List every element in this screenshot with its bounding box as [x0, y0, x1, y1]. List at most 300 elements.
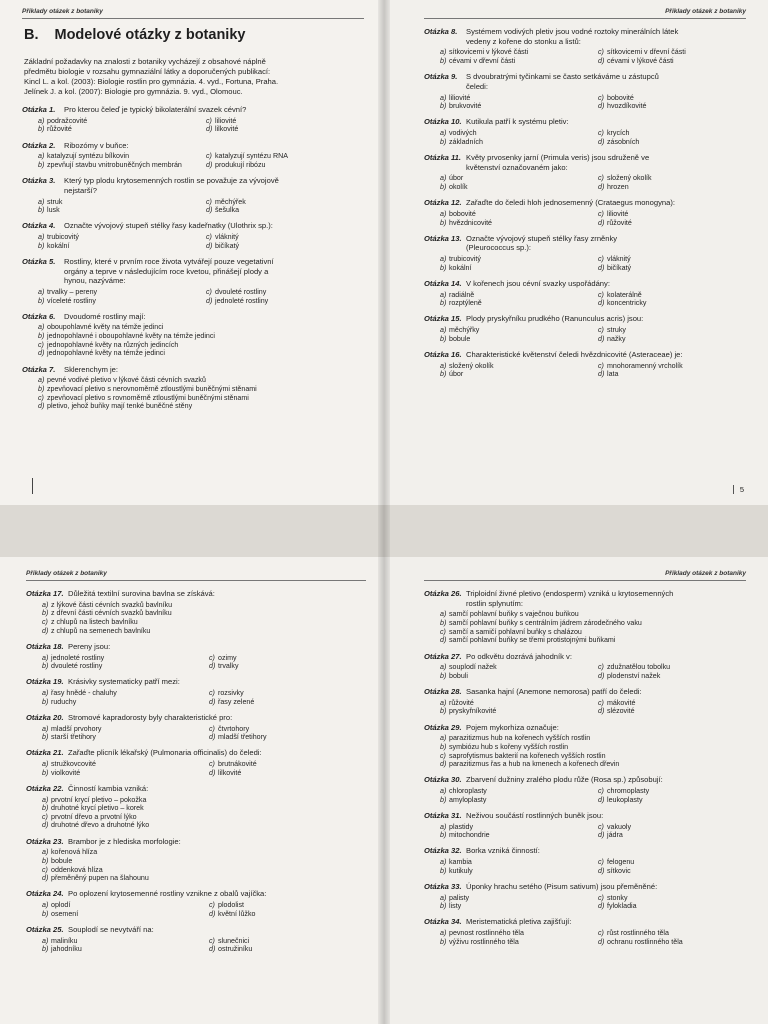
question-line [22, 105, 364, 115]
option-text: oddenková hlíza [51, 865, 103, 874]
option-letter: d) [598, 902, 605, 911]
option-text: trubicovitý [47, 233, 79, 241]
question-label: Otázka 28. [424, 687, 462, 696]
answer-option [206, 233, 364, 242]
question-text-line: Plody pryskyřníku prudkého (Ranunculus acris) jsou: [466, 314, 644, 324]
question-block [26, 925, 366, 954]
question-text [466, 153, 746, 172]
option-letter: d) [209, 697, 216, 706]
question-text-line: Dvoudomé rostliny mají: [64, 311, 146, 321]
answer-option [440, 264, 588, 273]
option-text: souplodí nažek [449, 663, 497, 672]
question-line [22, 365, 364, 375]
answer-option [598, 94, 746, 103]
option-letter: b) [38, 384, 45, 393]
answer-option [440, 902, 588, 911]
option-text: rozptýleně [449, 299, 482, 308]
option-text: bobule [449, 334, 471, 343]
question-label: Otázka 8. [424, 27, 458, 36]
answer-option [598, 831, 746, 840]
option-text: bobuli [449, 671, 468, 680]
question-text-line: Meristematická pletiva zajišťují: [466, 917, 572, 927]
answer-option [38, 152, 196, 161]
option-text: mákovité [607, 698, 636, 707]
option-text: mladší prvohory [51, 724, 102, 733]
answer-option [440, 370, 588, 379]
option-text: z lýkové části cévních svazků bavlníku [51, 600, 173, 609]
option-letter: d) [598, 334, 605, 343]
option-letter: b) [42, 609, 49, 618]
answer-options [424, 210, 746, 227]
option-letter: d) [598, 795, 605, 804]
question-line [26, 713, 366, 723]
option-text: bičíkatý [215, 241, 240, 250]
answer-option [38, 297, 196, 306]
answer-option [42, 733, 199, 742]
option-letter: c) [209, 760, 215, 768]
option-text: samčí pohlavní buňky s centrálním jádrem zárodečného vaku [449, 619, 642, 628]
question-text-line: Pro kterou čeleď je typický bikolaterální svazek cévní? [64, 105, 247, 115]
option-text: kolaterálně [607, 290, 642, 299]
option-letter: a) [42, 724, 49, 733]
answer-options [22, 117, 364, 134]
section-letter: B. [24, 27, 39, 43]
question-text [64, 105, 364, 115]
answer-option [38, 288, 196, 297]
question-line [22, 257, 364, 286]
answer-option [440, 628, 746, 637]
option-letter: c) [598, 290, 604, 299]
answer-option [209, 901, 366, 910]
answer-option [440, 210, 588, 219]
option-letter: d) [598, 299, 605, 308]
question-label: Otázka 18. [26, 641, 64, 651]
question-block [22, 312, 364, 358]
option-text: koncentricky [607, 299, 647, 308]
option-letter: a) [440, 209, 447, 218]
option-letter: b) [42, 768, 49, 777]
answer-option [598, 219, 746, 228]
question-text [466, 279, 746, 289]
question-line [26, 677, 366, 687]
option-letter: a) [38, 376, 45, 385]
option-letter: b) [440, 183, 447, 192]
answer-option [598, 174, 746, 183]
answer-option [598, 291, 746, 300]
option-text: sítkovicemi v lýkové části [449, 48, 529, 57]
question-line [424, 153, 746, 172]
option-letter: a) [440, 787, 447, 795]
question-label: Otázka 27. [424, 651, 462, 661]
answer-option [440, 138, 588, 147]
question-label: Otázka 10. [424, 117, 462, 127]
option-text: řasy zelené [218, 697, 255, 706]
option-text: bobule [51, 856, 73, 865]
question-text-line: Úponky hrachu setého (Pisum sativum) jsou přeměněné: [466, 881, 658, 891]
answer-option [42, 910, 199, 919]
option-text: kambia [449, 858, 472, 866]
answer-option [206, 161, 364, 170]
question-text [466, 234, 746, 253]
question-label: Otázka 9. [424, 72, 458, 82]
page-bottom-right [384, 512, 768, 1024]
option-letter: b) [440, 218, 447, 227]
option-letter: b) [440, 137, 447, 146]
option-letter: b) [440, 902, 447, 911]
option-letter: b) [38, 241, 45, 250]
answer-option [598, 699, 746, 708]
section-title-text: Modelové otázky z botaniky [54, 27, 246, 43]
answer-option [598, 929, 746, 938]
option-text: slunečnici [218, 936, 250, 945]
option-letter: c) [42, 865, 48, 874]
option-text: struky [607, 326, 626, 335]
option-text: slézovité [607, 707, 635, 716]
answer-option [440, 94, 588, 103]
option-text: jednoleté rostliny [51, 653, 105, 662]
option-text: složený okolík [607, 174, 652, 183]
page-bottom-left [0, 512, 384, 1024]
question-block [22, 365, 364, 411]
question-text-line: Charakteristické květenství čeledi hvězdnicovité (Asteraceae) je: [466, 349, 683, 359]
answer-option [206, 206, 364, 215]
question-text [466, 811, 746, 821]
option-text: vláknitý [607, 255, 631, 264]
option-letter: d) [206, 125, 213, 134]
question-text [466, 198, 746, 208]
question-text-line: Neživou součástí rostlinných buněk jsou: [466, 810, 604, 820]
answer-option [206, 288, 364, 297]
question-block [424, 153, 746, 192]
option-letter: b) [440, 707, 447, 716]
option-letter: b) [440, 742, 447, 751]
option-letter: d) [598, 370, 605, 379]
question-label: Otázka 33. [424, 881, 462, 891]
question-block [424, 652, 746, 681]
answer-options [424, 326, 746, 343]
answer-option [440, 858, 588, 867]
question-block [26, 784, 366, 830]
option-text: zpevňovací pletivo s rovnoměrně ztloustlými buněčnými stěnami [47, 393, 249, 402]
option-letter: a) [42, 760, 49, 768]
option-letter: b) [440, 937, 447, 946]
option-text: lilkovité [215, 125, 239, 134]
option-letter: b) [440, 866, 447, 875]
option-text: starší třetihory [51, 733, 96, 742]
question-text [64, 312, 364, 322]
running-header [26, 570, 366, 581]
answer-option [209, 769, 366, 778]
option-text: dvouleté rostliny [51, 662, 103, 671]
option-text: palisty [449, 893, 470, 902]
option-text: hvězdnicovité [449, 218, 492, 227]
question-line [424, 775, 746, 785]
answer-option [598, 335, 746, 344]
option-letter: a) [42, 795, 49, 804]
answer-option [42, 848, 366, 857]
option-letter: a) [440, 361, 447, 370]
answer-options [424, 174, 746, 191]
answer-option [38, 242, 196, 251]
option-letter: d) [42, 821, 49, 830]
answer-options [26, 725, 366, 742]
question-text-line: Souplodí se nevytváří na: [68, 924, 154, 934]
option-text: bobovité [607, 93, 634, 102]
option-letter: c) [209, 689, 215, 697]
answer-option [209, 760, 366, 769]
answer-options [424, 858, 746, 875]
question-text-line: květenství označovaném jako: [466, 162, 568, 172]
option-letter: a) [440, 663, 447, 672]
question-text [466, 687, 746, 697]
option-letter: b) [440, 619, 447, 628]
question-line [424, 117, 746, 127]
option-text: zdužnatělou tobolku [607, 663, 671, 672]
option-text: podražcovité [47, 116, 88, 125]
question-block [424, 687, 746, 716]
option-text: rozsivky [218, 689, 244, 697]
option-letter: d) [598, 183, 605, 192]
question-list [424, 27, 746, 379]
question-text-line: Zbarvení dužniny zralého plodu růže (Rosa sp.) způsobují: [466, 775, 663, 785]
answer-option [440, 734, 746, 743]
question-line [424, 234, 746, 253]
question-line [26, 925, 366, 935]
option-letter: d) [598, 263, 605, 272]
question-text [466, 589, 746, 608]
option-text: kutikuly [449, 866, 473, 875]
question-label: Otázka 3. [22, 176, 56, 186]
answer-option [598, 707, 746, 716]
option-letter: d) [206, 160, 213, 169]
option-letter: a) [38, 233, 45, 241]
answer-option [598, 326, 746, 335]
question-text-line: Kutikula patří k systému pletiv: [466, 117, 569, 127]
answer-option [440, 299, 588, 308]
option-letter: c) [42, 812, 48, 821]
option-text: saprofytismus bakterií na kořenech vyšších rostlin [449, 751, 606, 760]
option-letter: b) [38, 296, 45, 305]
option-text: mitochondrie [449, 831, 490, 840]
question-line [424, 652, 746, 662]
answer-option [206, 242, 364, 251]
option-text: liliovité [215, 116, 237, 125]
question-text-line: čeledi: [466, 81, 488, 91]
question-line [424, 846, 746, 856]
question-label: Otázka 12. [424, 198, 462, 208]
question-text-line: V kořenech jsou cévní svazky uspořádány: [466, 278, 610, 288]
book-spine [378, 0, 390, 1024]
question-text-line: Důležitá textilní surovina bavlna se získává: [68, 589, 215, 598]
answer-options [424, 787, 746, 804]
question-label: Otázka 14. [424, 278, 462, 288]
question-line [424, 198, 746, 208]
option-text: šešulka [215, 206, 240, 215]
option-letter: b) [440, 263, 447, 272]
option-text: osemení [51, 909, 79, 918]
answer-option [206, 152, 364, 161]
intro-paragraph [24, 57, 356, 97]
answer-option [440, 610, 746, 619]
question-label: Otázka 23. [26, 836, 64, 846]
page-number: 5 [733, 485, 744, 494]
question-text [68, 889, 366, 899]
answer-option [42, 901, 199, 910]
option-letter: b) [38, 125, 45, 134]
answer-option [206, 125, 364, 134]
question-text-line: rostlin splynutím: [466, 598, 523, 608]
question-text-line: Krásivky systematicky patří mezi: [68, 677, 180, 687]
option-text: květní lůžko [218, 909, 256, 918]
question-line [26, 784, 366, 794]
option-text: přeměněný pupen na šlahounu [51, 874, 149, 883]
answer-option [440, 636, 746, 645]
option-text: ochranu rostlinného těla [607, 937, 683, 946]
answer-option [440, 831, 588, 840]
option-text: plodolist [218, 901, 245, 910]
option-letter: b) [440, 795, 447, 804]
option-text: výživu rostlinného těla [449, 937, 519, 946]
header-text: Příklady otázek z botaniky [26, 570, 107, 577]
answer-option [598, 138, 746, 147]
option-letter: c) [598, 698, 604, 707]
option-text: vláknitý [215, 233, 239, 241]
answer-options [424, 663, 746, 680]
option-text: sítkovicemi v dřevní části [607, 48, 686, 57]
option-letter: d) [209, 733, 216, 742]
header-text: Příklady otázek z botaniky [665, 570, 746, 577]
option-text: trvalky – pereny [47, 287, 98, 296]
option-text: katalyzují syntézu bílkovin [47, 152, 130, 161]
option-text: úbor [449, 370, 464, 379]
question-label: Otázka 5. [22, 256, 56, 266]
question-label: Otázka 34. [424, 917, 462, 927]
option-text: maliníku [51, 936, 78, 945]
answer-option [440, 823, 588, 832]
answer-option [206, 198, 364, 207]
option-letter: b) [440, 102, 447, 111]
question-list [26, 589, 366, 954]
option-text: vakuoly [607, 822, 632, 831]
answer-option [42, 813, 366, 822]
question-text [68, 677, 366, 687]
question-line [22, 312, 364, 322]
question-label: Otázka 4. [22, 221, 56, 231]
running-header [22, 8, 364, 19]
option-letter: c) [209, 936, 215, 945]
intro-line: Základní požadavky na znalosti z botaniky vycházejí z obsahové náplně [24, 57, 266, 66]
answer-option [598, 57, 746, 66]
question-text-line: S dvoubratrými tyčinkami se často setkáváme u zástupců [466, 72, 659, 82]
answer-options [22, 376, 364, 411]
question-text-line: (Pleurococcus sp.): [466, 243, 531, 253]
answer-option [42, 874, 366, 883]
question-line [22, 141, 364, 151]
option-text: amyloplasty [449, 795, 487, 804]
question-text-line: vedeny z kořene do stonku a listů: [466, 36, 581, 46]
question-line [424, 350, 746, 360]
option-letter: b) [440, 299, 447, 308]
option-text: složený okolík [449, 361, 494, 370]
option-text: listy [449, 902, 462, 911]
question-block [424, 589, 746, 645]
question-block [424, 723, 746, 769]
question-label: Otázka 31. [424, 810, 462, 820]
question-line [424, 917, 746, 927]
answer-option [598, 663, 746, 672]
question-label: Otázka 17. [26, 589, 64, 598]
answer-option [440, 326, 588, 335]
answer-option [440, 672, 588, 681]
question-line [424, 811, 746, 821]
option-letter: d) [206, 296, 213, 305]
option-text: ruduchy [51, 697, 77, 706]
option-letter: a) [440, 326, 447, 335]
answer-option [38, 161, 196, 170]
answer-options [26, 796, 366, 831]
question-text [466, 723, 746, 733]
answer-option [598, 823, 746, 832]
option-text: leukoplasty [607, 795, 643, 804]
option-letter: a) [42, 936, 49, 945]
question-line [26, 889, 366, 899]
option-letter: a) [440, 858, 447, 866]
option-text: kořenová hlíza [51, 848, 98, 857]
option-text: jednopohlavné květy na témže jedinci [47, 349, 165, 358]
option-text: samčí pohlavní buňky s vaječnou buňkou [449, 610, 579, 619]
answer-option [209, 725, 366, 734]
option-letter: d) [598, 218, 605, 227]
answer-option [42, 804, 366, 813]
option-letter: c) [42, 618, 48, 626]
answer-option [42, 760, 199, 769]
option-text: prvotní krycí pletivo – pokožka [51, 795, 147, 804]
answer-option [42, 601, 366, 610]
question-block [22, 105, 364, 134]
option-text: parazitizmus řas a hub na kmenech a kořenech dřevin [449, 760, 620, 769]
option-text: cévami v dřevní části [449, 57, 516, 66]
question-block [26, 748, 366, 777]
answer-option [38, 385, 364, 394]
question-text-line: Rostliny, které v prvním roce života vytvářejí pouze vegetativní [64, 256, 274, 266]
answer-option [440, 335, 588, 344]
option-letter: a) [38, 197, 45, 206]
question-block [22, 257, 364, 305]
answer-options [424, 362, 746, 379]
answer-option [42, 689, 199, 698]
option-text: liliovité [607, 209, 629, 218]
question-text-line: Brambor je z hlediska morfologie: [68, 836, 181, 846]
answer-option [38, 341, 364, 350]
question-text [64, 221, 364, 231]
question-text [466, 350, 746, 360]
answer-options [424, 129, 746, 146]
answer-option [42, 857, 366, 866]
answer-option [440, 174, 588, 183]
option-letter: a) [440, 893, 447, 902]
option-text: lilkovité [218, 768, 242, 777]
question-block [424, 846, 746, 875]
answer-option [598, 370, 746, 379]
option-text: krycích [607, 129, 630, 138]
option-text: stružkovcovité [51, 760, 96, 768]
option-text: druhotné dřevo a druhotné lýko [51, 821, 150, 830]
question-text [466, 882, 746, 892]
answer-option [440, 255, 588, 264]
question-text-line: orgány a teprve v následujícím roce kvetou, přinášejí plody a [64, 266, 269, 276]
question-label: Otázka 26. [424, 589, 462, 598]
option-text: okolík [449, 183, 468, 192]
